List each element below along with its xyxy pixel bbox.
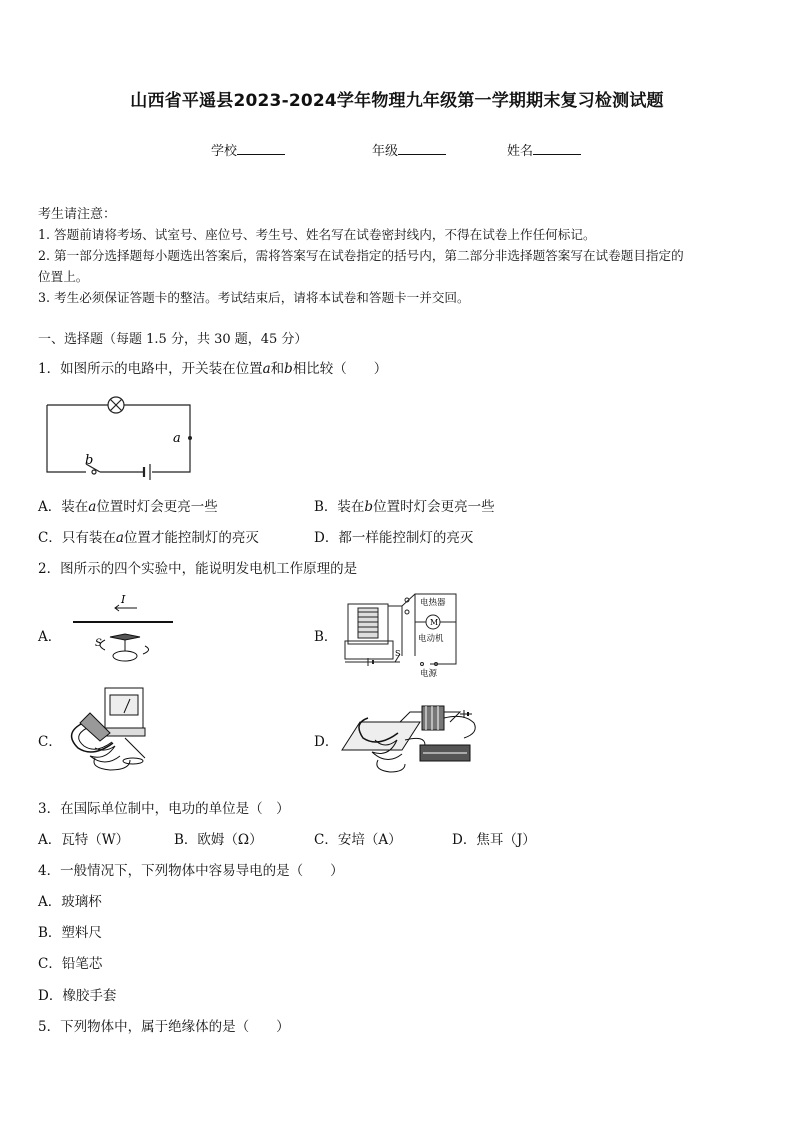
grade-label: 年级	[372, 144, 399, 159]
grade-blank	[398, 142, 446, 155]
school-blank	[237, 142, 285, 155]
school-label: 学校	[211, 144, 238, 159]
s-label: S	[95, 638, 102, 649]
notice-item-2: 2. 第一部分选择题每小题选出答案后，需将答案写在试卷指定的括号内，第二部分非选择题答案写在试卷题目指定的	[38, 248, 684, 263]
label-b: b	[85, 453, 94, 468]
q2-option-a-label[interactable]: A．	[38, 629, 62, 645]
notice-item-2-cont: 位置上。	[38, 269, 89, 284]
name-label: 姓名	[507, 144, 534, 159]
switch-s-label: S	[395, 649, 401, 658]
q3-option-a[interactable]: A．瓦特（W）	[38, 832, 130, 848]
q4-option-a[interactable]: A．玻璃杯	[38, 894, 102, 910]
notice-item-3: 3. 考生必须保证答题卡的整洁。考试结束后，请将本试卷和答题卡一并交回。	[38, 290, 470, 305]
page-title: 山西省平遥县2023-2024学年物理九年级第一学期期末复习检测试题	[130, 91, 664, 111]
section-heading: 一、选择题（每题 1.5 分，共 30 题，45 分）	[38, 332, 308, 347]
q2-figure-b	[340, 586, 465, 678]
q3-option-d[interactable]: D．焦耳（J）	[452, 832, 536, 848]
q2-figure-c	[65, 683, 160, 783]
q2-stem: 2．图所示的四个实验中，能说明发电机工作原理的是	[38, 561, 358, 577]
q4-option-d[interactable]: D．橡胶手套	[38, 988, 117, 1004]
heater-label: 电热器	[420, 598, 446, 608]
q1-stem: 1．如图所示的电路中，开关装在位置a和b相比较（ ）	[38, 361, 388, 377]
motor-m-label: M	[430, 618, 439, 627]
q1-circuit-figure	[40, 392, 200, 482]
source-label: 电源	[420, 669, 438, 678]
school-field	[211, 140, 285, 159]
q3-option-b[interactable]: B．欧姆（Ω）	[174, 832, 263, 848]
motor-label: 电动机	[418, 634, 444, 644]
q4-stem: 4．一般情况下，下列物体中容易导电的是（ ）	[38, 863, 344, 879]
q2-figure-d	[340, 700, 485, 778]
q3-option-c[interactable]: C．安培（A）	[314, 832, 402, 848]
q5-stem: 5．下列物体中，属于绝缘体的是（ ）	[38, 1019, 290, 1035]
q2-figure-a	[65, 590, 180, 670]
q4-option-b[interactable]: B．塑料尺	[38, 925, 102, 941]
current-label: I	[121, 593, 126, 606]
point-a-dot	[188, 436, 192, 440]
grade-field	[372, 140, 446, 159]
notice-heading: 考生请注意：	[38, 207, 117, 222]
q1-option-d[interactable]: D．都一样能控制灯的亮灭	[314, 530, 474, 546]
q1-option-b[interactable]: B．装在b位置时灯会更亮一些	[314, 499, 495, 515]
label-a: a	[173, 431, 181, 446]
q1-option-a[interactable]: A．装在a位置时灯会更亮一些	[38, 499, 218, 515]
q2-option-c-label[interactable]: C．	[38, 734, 62, 750]
name-blank	[533, 142, 581, 155]
name-field	[507, 140, 581, 159]
q3-stem: 3．在国际单位制中，电功的单位是（ ）	[38, 801, 290, 817]
notice-item-1: 1. 答题前请将考场、试室号、座位号、考生号、姓名写在试卷密封线内，不得在试卷上作任何标记。	[38, 227, 596, 242]
q4-option-c[interactable]: C．铅笔芯	[38, 956, 103, 972]
q2-option-d-label[interactable]: D．	[314, 734, 339, 750]
q2-option-b-label[interactable]: B．	[314, 629, 338, 645]
q1-option-c[interactable]: C．只有装在a位置才能控制灯的亮灭	[38, 530, 259, 546]
